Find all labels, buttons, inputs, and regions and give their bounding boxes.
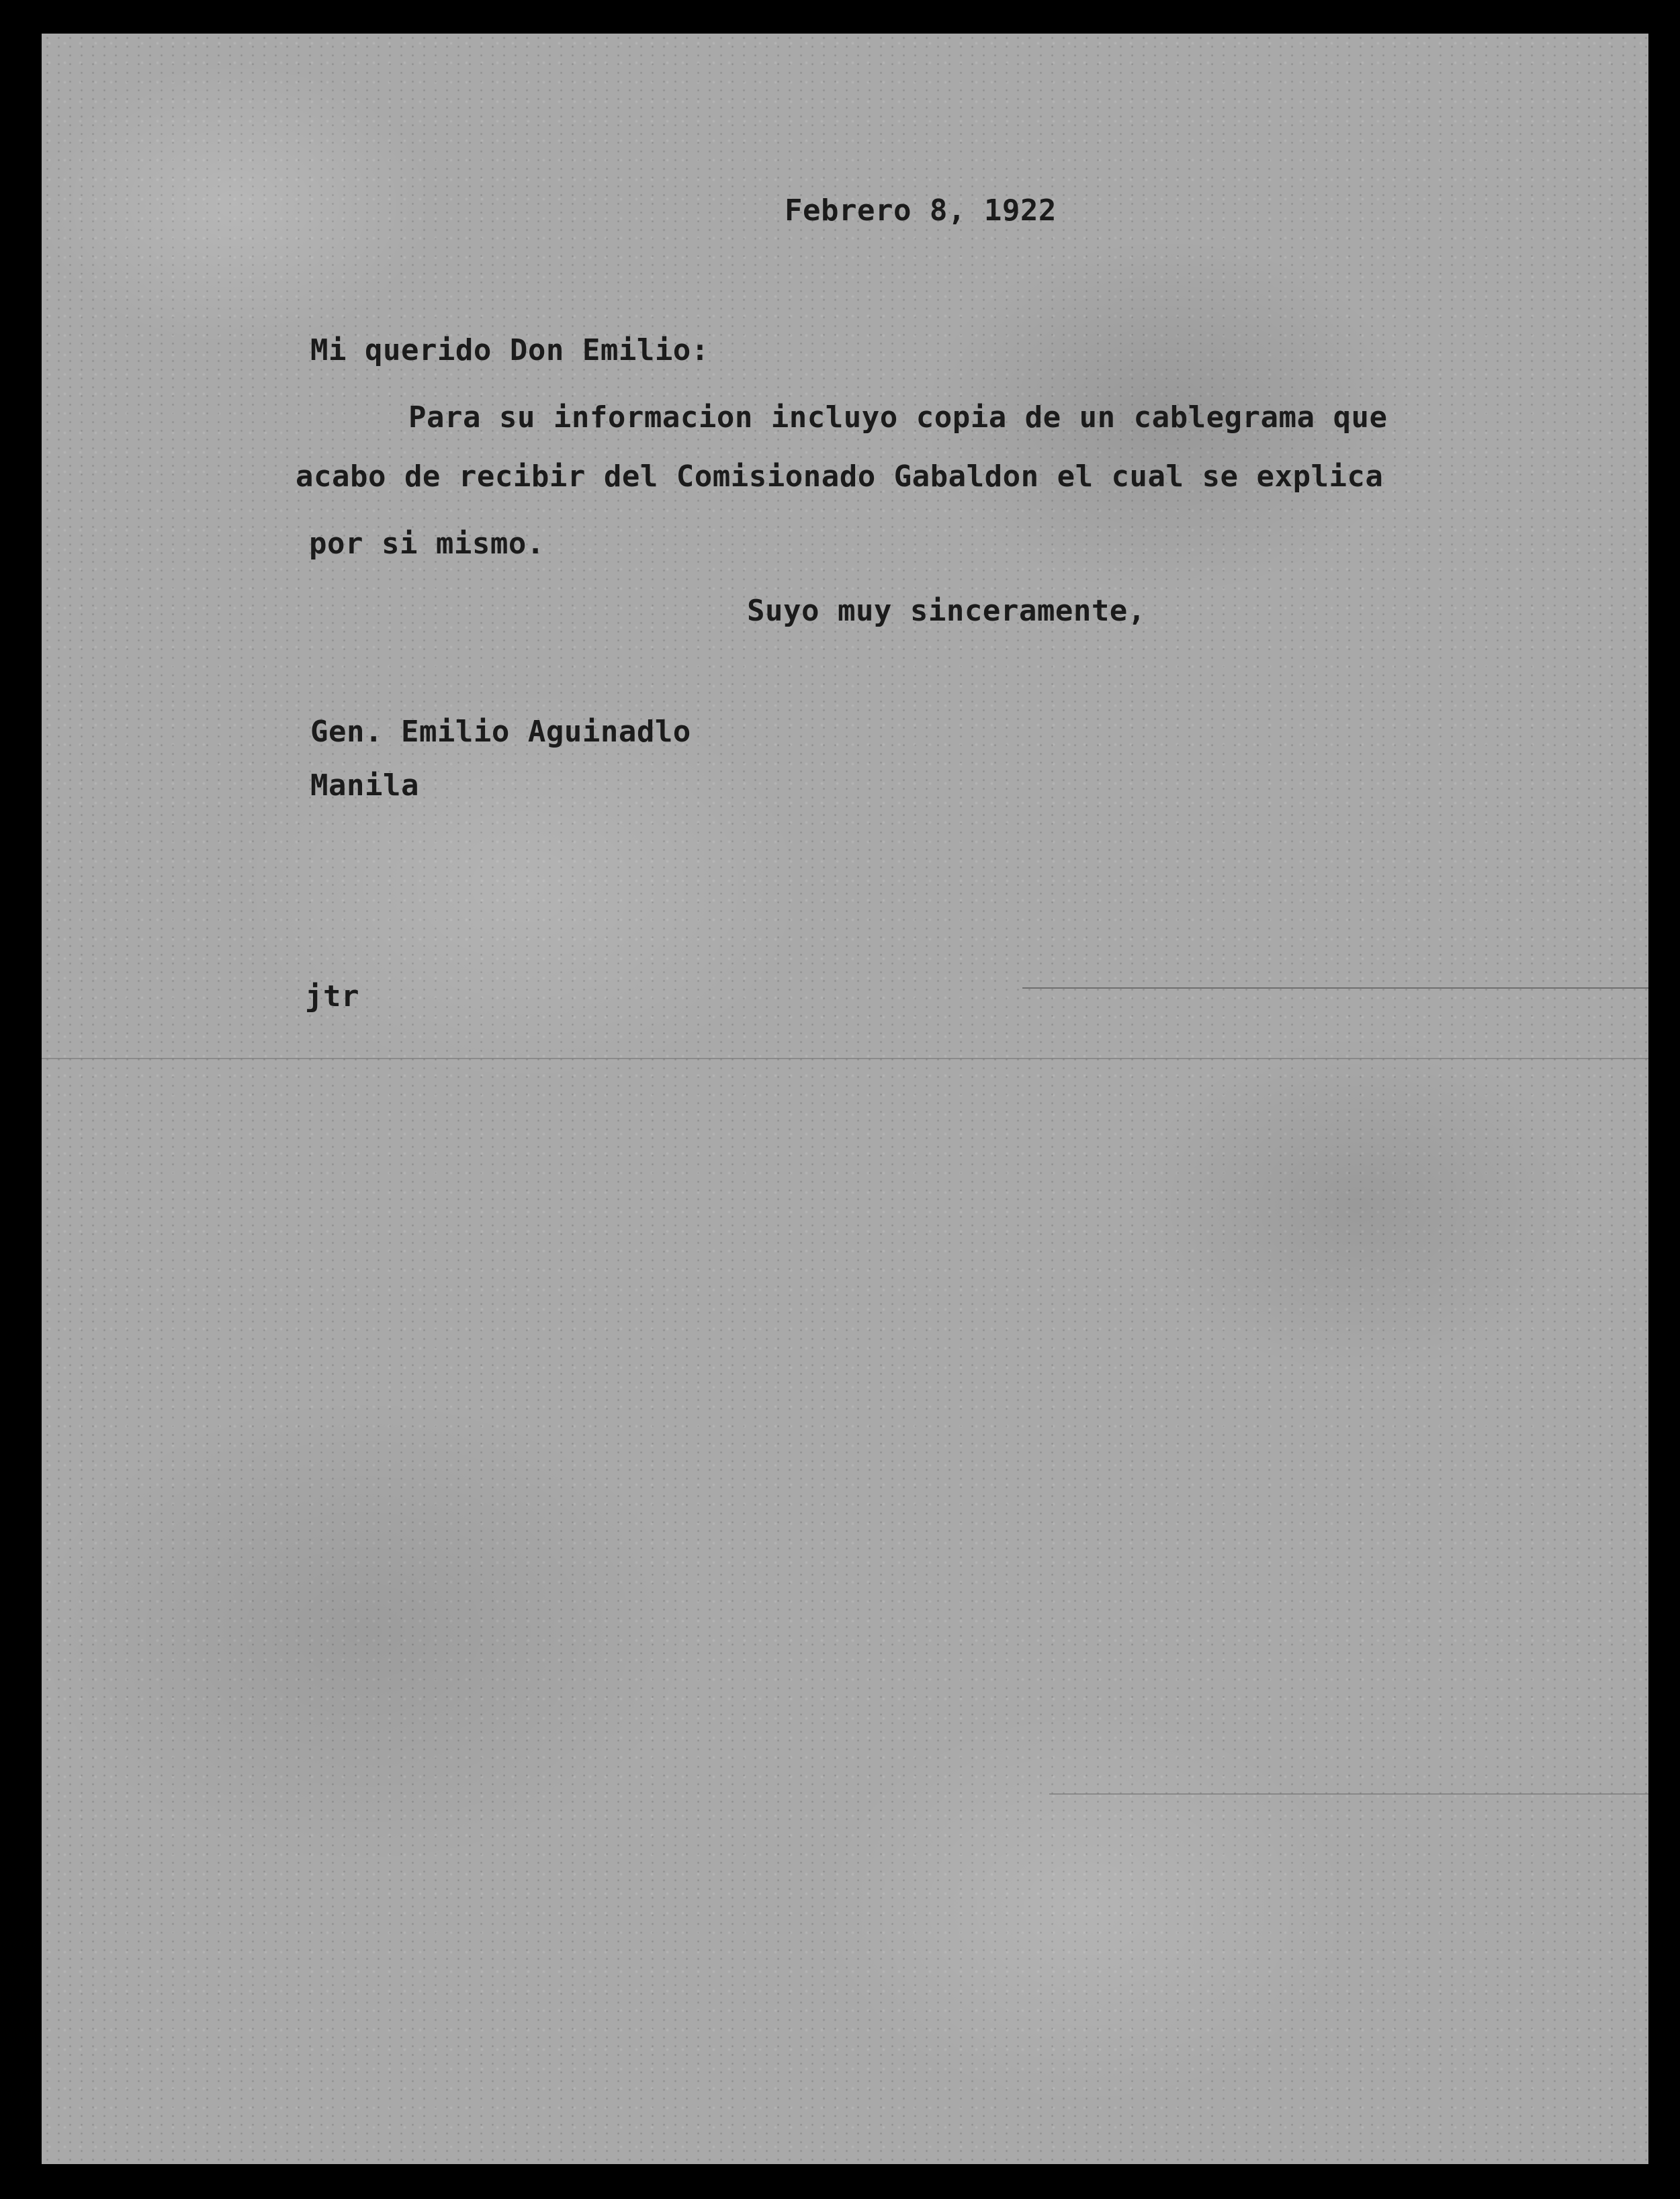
paper-fold-line — [1049, 1793, 1648, 1795]
letter-body-line: por si mismo. — [309, 527, 545, 561]
letter-page — [42, 34, 1648, 2164]
paper-fold-line — [1022, 987, 1648, 989]
letter-salutation: Mi querido Don Emilio: — [310, 333, 709, 367]
letter-body-line: Para su informacion incluyo copia de un cablegrama que — [408, 400, 1388, 435]
letter-date: Febrero 8, 1922 — [785, 193, 1057, 228]
paper-fold-line — [42, 1058, 1648, 1059]
typist-initials: jtr — [305, 979, 359, 1014]
recipient-city: Manila — [310, 768, 419, 803]
letter-body-line: acabo de recibir del Comisionado Gabaldon el cual se explica — [296, 459, 1384, 494]
letter-closing: Suyo muy sinceramente, — [747, 594, 1146, 628]
recipient-name: Gen. Emilio Aguinadlo — [310, 715, 691, 749]
